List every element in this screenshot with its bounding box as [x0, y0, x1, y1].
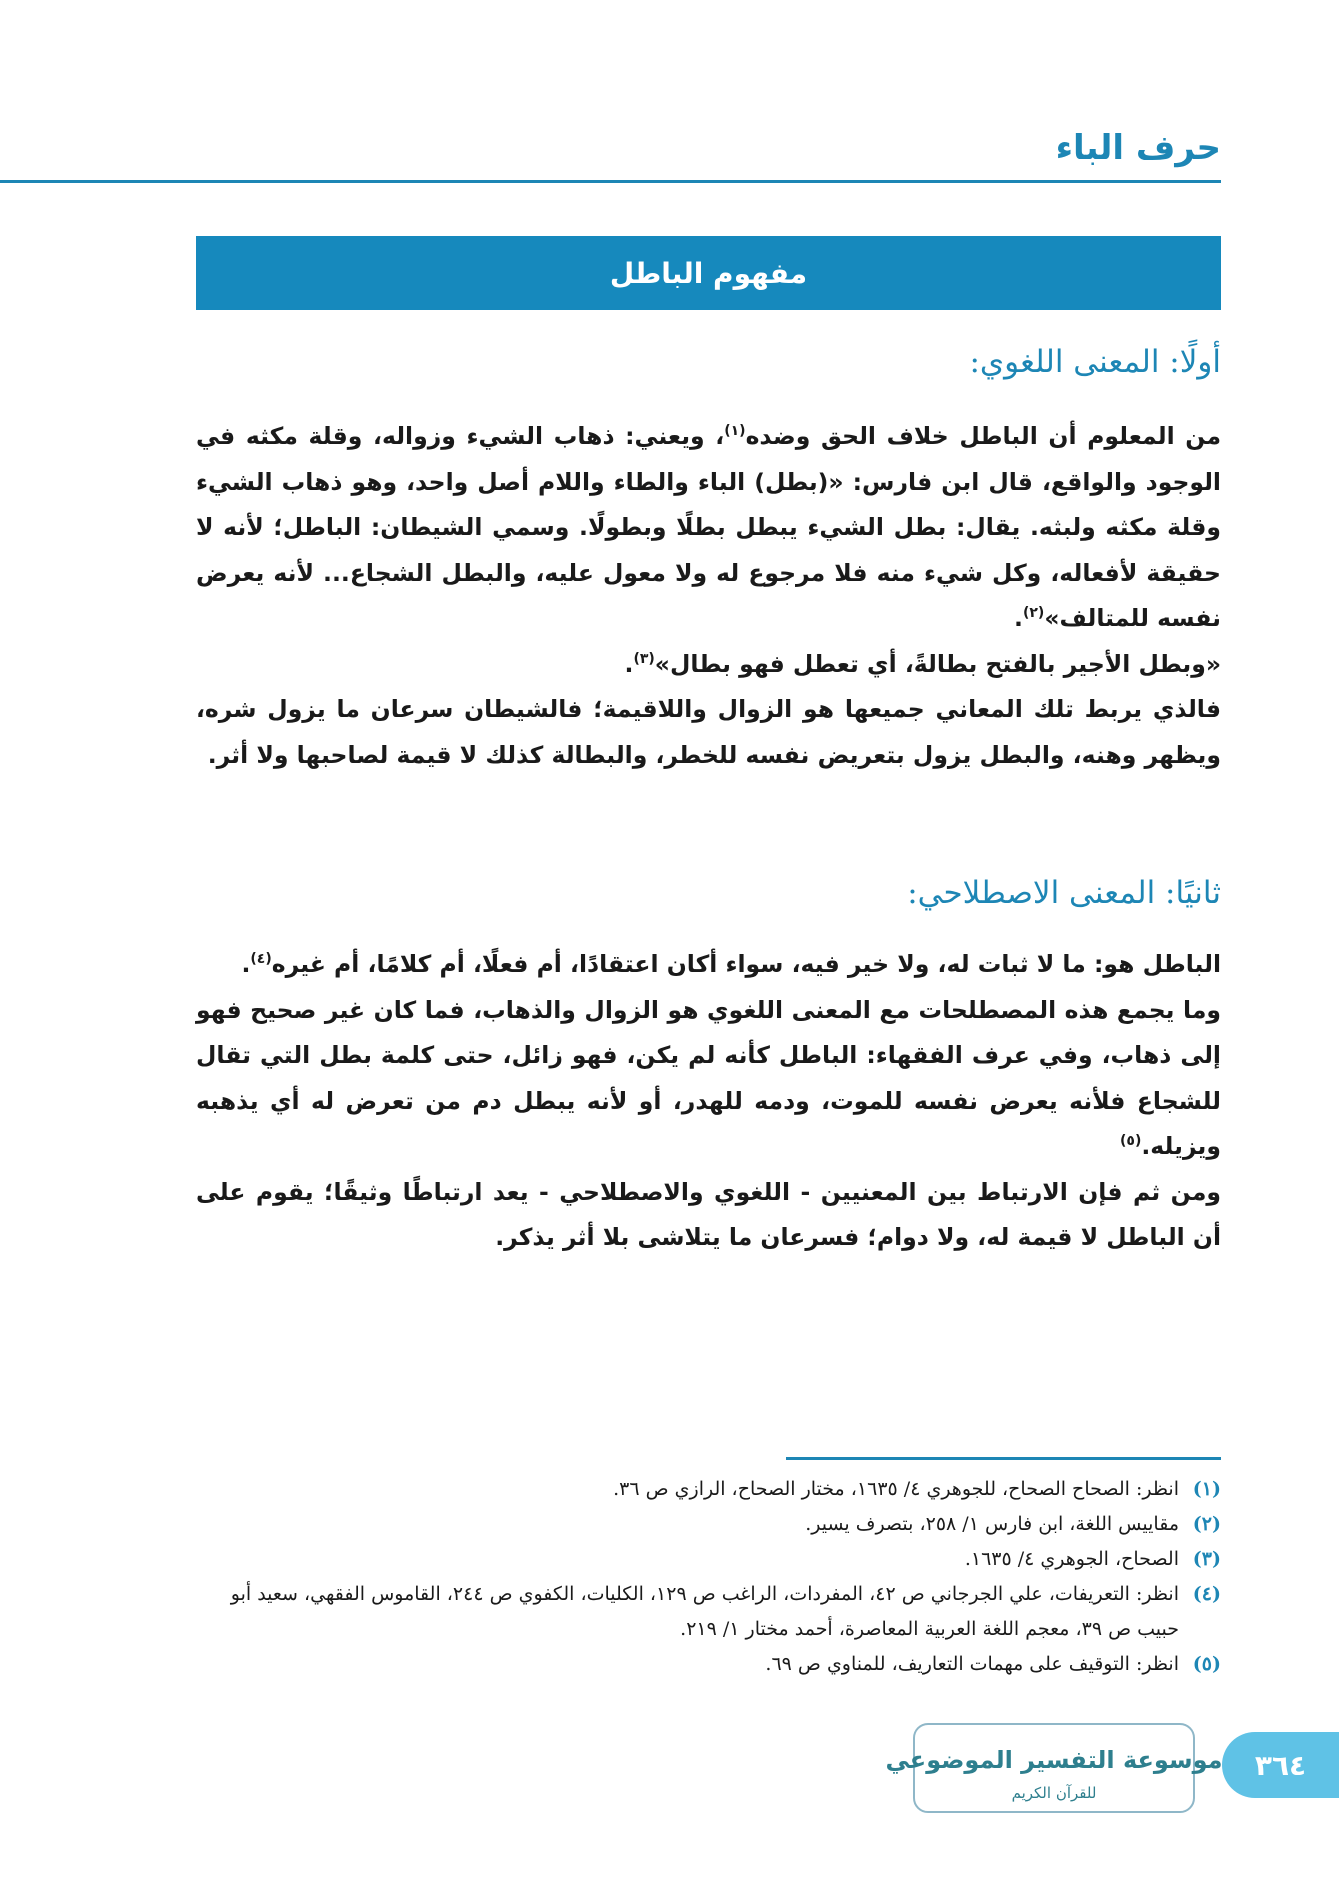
footnote-number: (٤) [1192, 1583, 1221, 1605]
footnote-ref[interactable]: (١) [724, 423, 746, 440]
footnote-item [196, 1542, 1221, 1577]
footnote-item [196, 1577, 1221, 1647]
footnote-ref[interactable]: (٢) [1022, 605, 1045, 622]
footnotes [196, 1472, 1221, 1682]
text-run: الباطل هو: ما لا ثبات له، ولا خير فيه، سواء أكان اعتقادًا، أم فعلًا، أم كلامًا، أم غيره [271, 950, 1221, 978]
section-heading-terminological: ثانيًا: المعنى الاصطلاحي: [907, 875, 1221, 911]
footnote-ref[interactable]: (٤) [250, 951, 272, 968]
text-run: . [241, 950, 251, 978]
footnote-number: (٣) [1192, 1548, 1221, 1570]
text-run: ، ويعني: ذهاب الشيء وزواله، وقلة مكثه في الوجود والواقع، قال ابن فارس: «(بطل) الباء والطاء واللام أصل واحد، وهو ذهاب الشيء وقلة مكثه ولبثه. يقال: بطل الشيء يبطل بطلًا وبطولًا. وسمي الشيطان: الباطل؛ لأنه لا حقيقة لأفعاله، وكل شيء منه فلا مرجوع له ولا معول عليه، والبطل الشجاع... لأنه يعرض نفسه للمتالف» [196, 422, 1221, 632]
header-rule [0, 180, 1221, 183]
footnote-number: (١) [1192, 1478, 1221, 1500]
footnote-ref[interactable]: (٥) [1119, 1133, 1142, 1150]
running-head: حرف الباء [1055, 128, 1221, 168]
footnote-text: انظر: التعريفات، علي الجرجاني ص ٤٢، المفردات، الراغب ص ١٢٩، الكليات، الكفوي ص ٢٤٤، القاموس الفقهي، سعيد أبو حبيب ص ٣٩، معجم اللغة العربية المعاصرة، أحمد مختار ١/ ٢١٩. [230, 1583, 1179, 1640]
paragraph [196, 988, 1221, 1170]
paragraph [196, 414, 1221, 642]
footnote-text: انظر: التوقيف على مهمات التعاريف، للمناوي ص ٦٩. [765, 1653, 1179, 1675]
section-heading-linguistic: أولًا: المعنى اللغوي: [969, 344, 1221, 380]
footnote-number: (٥) [1192, 1653, 1221, 1675]
paragraph: فالذي يربط تلك المعاني جميعها هو الزوال واللاقيمة؛ فالشيطان سرعان ما يزول شره، ويظهر وهنه، والبطل يزول بتعريض نفسه للخطر، والبطالة كذلك لا قيمة لصاحبها ولا أثر. [196, 695, 1221, 769]
footnote-item [196, 1507, 1221, 1542]
footnote-text: انظر: الصحاح الصحاح، للجوهري ٤/ ١٦٣٥، مختار الصحاح، الرازي ص ٣٦. [613, 1478, 1179, 1500]
text-run: «وبطل الأجير بالفتح بطالةً، أي تعطل فهو بطال» [654, 649, 1221, 678]
text-run: . [624, 649, 634, 678]
page-number-badge [1222, 1732, 1339, 1798]
linguistic-section-body [196, 414, 1221, 778]
encyclopedia-logo [885, 1722, 1223, 1814]
page-number: ٣٦٤ [1254, 1748, 1307, 1782]
logo-main-text: موسوعة التفسير الموضوعي [885, 1746, 1223, 1774]
text-run: وما يجمع هذه المصطلحات مع المعنى اللغوي هو الزوال والذهاب، فما كان غير صحيح فهو إلى ذهاب، وفي عرف الفقهاء: الباطل كأنه لم يكن، فهو زائل، حتى كلمة بطل التي تقال للشجاع فلأنه يعرض نفسه للموت، ودمه للهدر، أو لأنه يبطل دم من تعرض له أي يذهبه ويزيله. [196, 995, 1221, 1160]
paragraph: ومن ثم فإن الارتباط بين المعنيين - اللغوي والاصطلاحي - يعد ارتباطًا وثيقًا؛ يقوم على أن الباطل لا قيمة له، ولا دوام؛ فسرعان ما يتلاشى بلا أثر يذكر. [196, 1177, 1221, 1251]
footnote-rule [786, 1457, 1221, 1460]
title-band [196, 236, 1221, 310]
page-title: مفهوم الباطل [609, 256, 808, 290]
footnote-text: مقاييس اللغة، ابن فارس ١/ ٢٥٨، بتصرف يسير. [805, 1513, 1179, 1535]
paragraph [196, 642, 1221, 688]
footnote-text: الصحاح، الجوهري ٤/ ١٦٣٥. [964, 1548, 1179, 1570]
text-run: . [1014, 604, 1023, 632]
logo-sub-text: للقرآن الكريم [1011, 1784, 1097, 1802]
terminological-section-body [196, 942, 1221, 1261]
paragraph [196, 942, 1221, 988]
footnote-number: (٢) [1192, 1513, 1221, 1535]
footnote-item [196, 1472, 1221, 1507]
text-run: من المعلوم أن الباطل خلاف الحق وضده [745, 422, 1221, 450]
footnote-item [196, 1647, 1221, 1682]
footnote-ref[interactable]: (٣) [633, 650, 655, 667]
